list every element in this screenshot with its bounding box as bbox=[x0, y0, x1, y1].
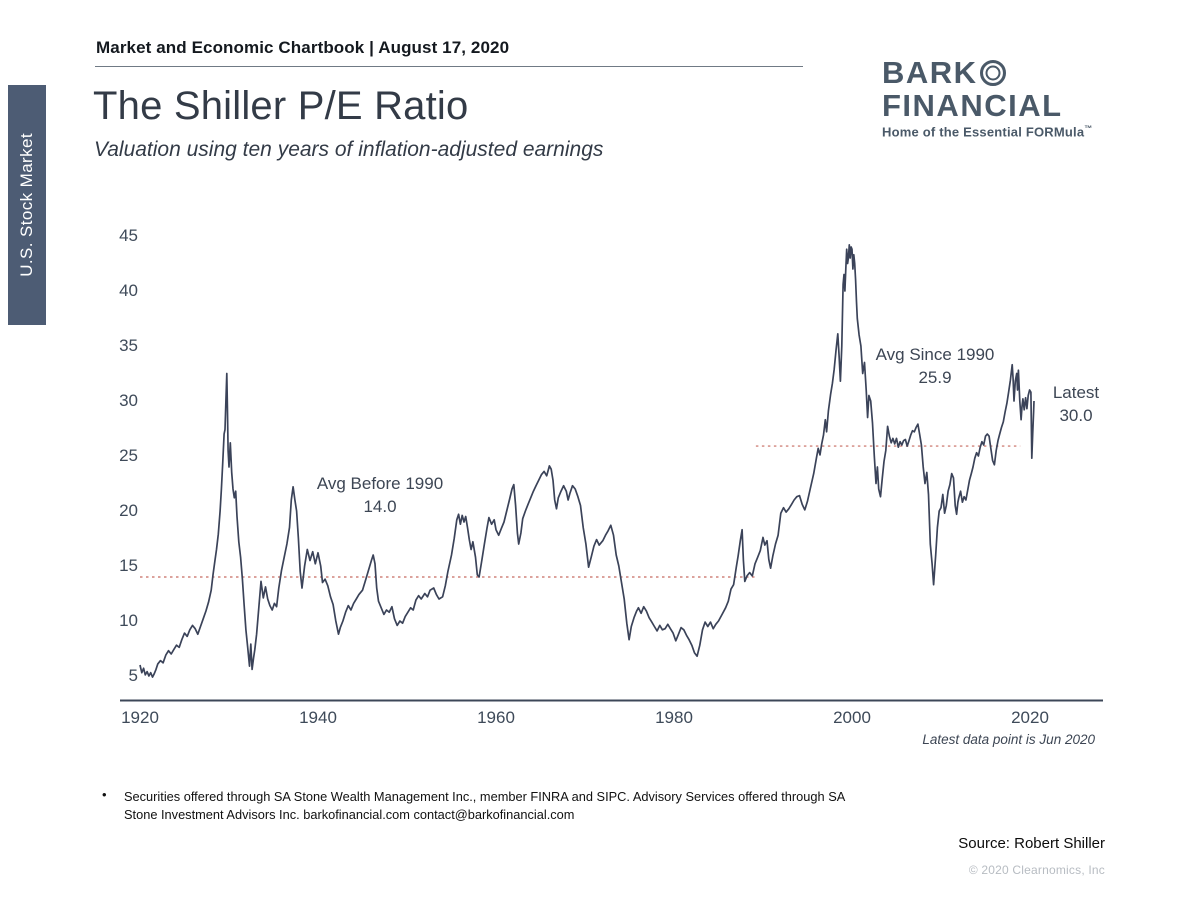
y-tick-label: 5 bbox=[128, 666, 138, 685]
x-tick-label: 1940 bbox=[299, 708, 337, 727]
x-tick-label: 2000 bbox=[833, 708, 871, 727]
chartbook-header: Market and Economic Chartbook | August 17, 2020 bbox=[96, 38, 510, 57]
x-tick-label: 1980 bbox=[655, 708, 693, 727]
latest-data-point-note: Latest data point is Jun 2020 bbox=[922, 732, 1095, 747]
y-tick-label: 10 bbox=[119, 611, 138, 630]
x-tick-label: 2020 bbox=[1011, 708, 1049, 727]
y-tick-label: 40 bbox=[119, 281, 138, 300]
x-tick-label: 1960 bbox=[477, 708, 515, 727]
disclaimer-text: Securities offered through SA Stone Wealth Management Inc., member FINRA and SIPC. Advisory Services offered through SA Stone Investment Advisors Inc. barkofinancial.com contact@barkofinancial.com bbox=[124, 789, 846, 822]
disclaimer-bullet: • bbox=[102, 787, 107, 802]
y-tick-label: 20 bbox=[119, 501, 138, 520]
avg-before-1990-annotation: Avg Before 1990 14.0 bbox=[316, 474, 444, 516]
source-credit: Source: Robert Shiller bbox=[958, 835, 1105, 852]
sidebar-tab-label: U.S. Stock Market bbox=[17, 133, 36, 277]
y-tick-label: 25 bbox=[119, 446, 138, 465]
cape-ratio-line bbox=[140, 245, 1034, 677]
latest-value-annotation: Latest 30.0 bbox=[1052, 383, 1100, 425]
y-tick-label: 35 bbox=[119, 336, 138, 355]
y-tick-label: 45 bbox=[119, 226, 138, 245]
page-title: The Shiller P/E Ratio bbox=[93, 84, 469, 128]
y-tick-label: 30 bbox=[119, 391, 138, 410]
y-tick-label: 15 bbox=[119, 556, 138, 575]
copyright-note: © 2020 Clearnomics, Inc bbox=[968, 863, 1105, 877]
logo-tagline: Home of the Essential FORMula™ bbox=[882, 124, 1093, 140]
logo-line2: FINANCIAL bbox=[882, 88, 1063, 123]
x-tick-label: 1920 bbox=[121, 708, 159, 727]
page-subtitle: Valuation using ten years of inflation-adjusted earnings bbox=[94, 138, 604, 161]
logo-bark-text: BARK bbox=[882, 55, 978, 90]
avg-since-1990-annotation: Avg Since 1990 25.9 bbox=[875, 345, 995, 387]
